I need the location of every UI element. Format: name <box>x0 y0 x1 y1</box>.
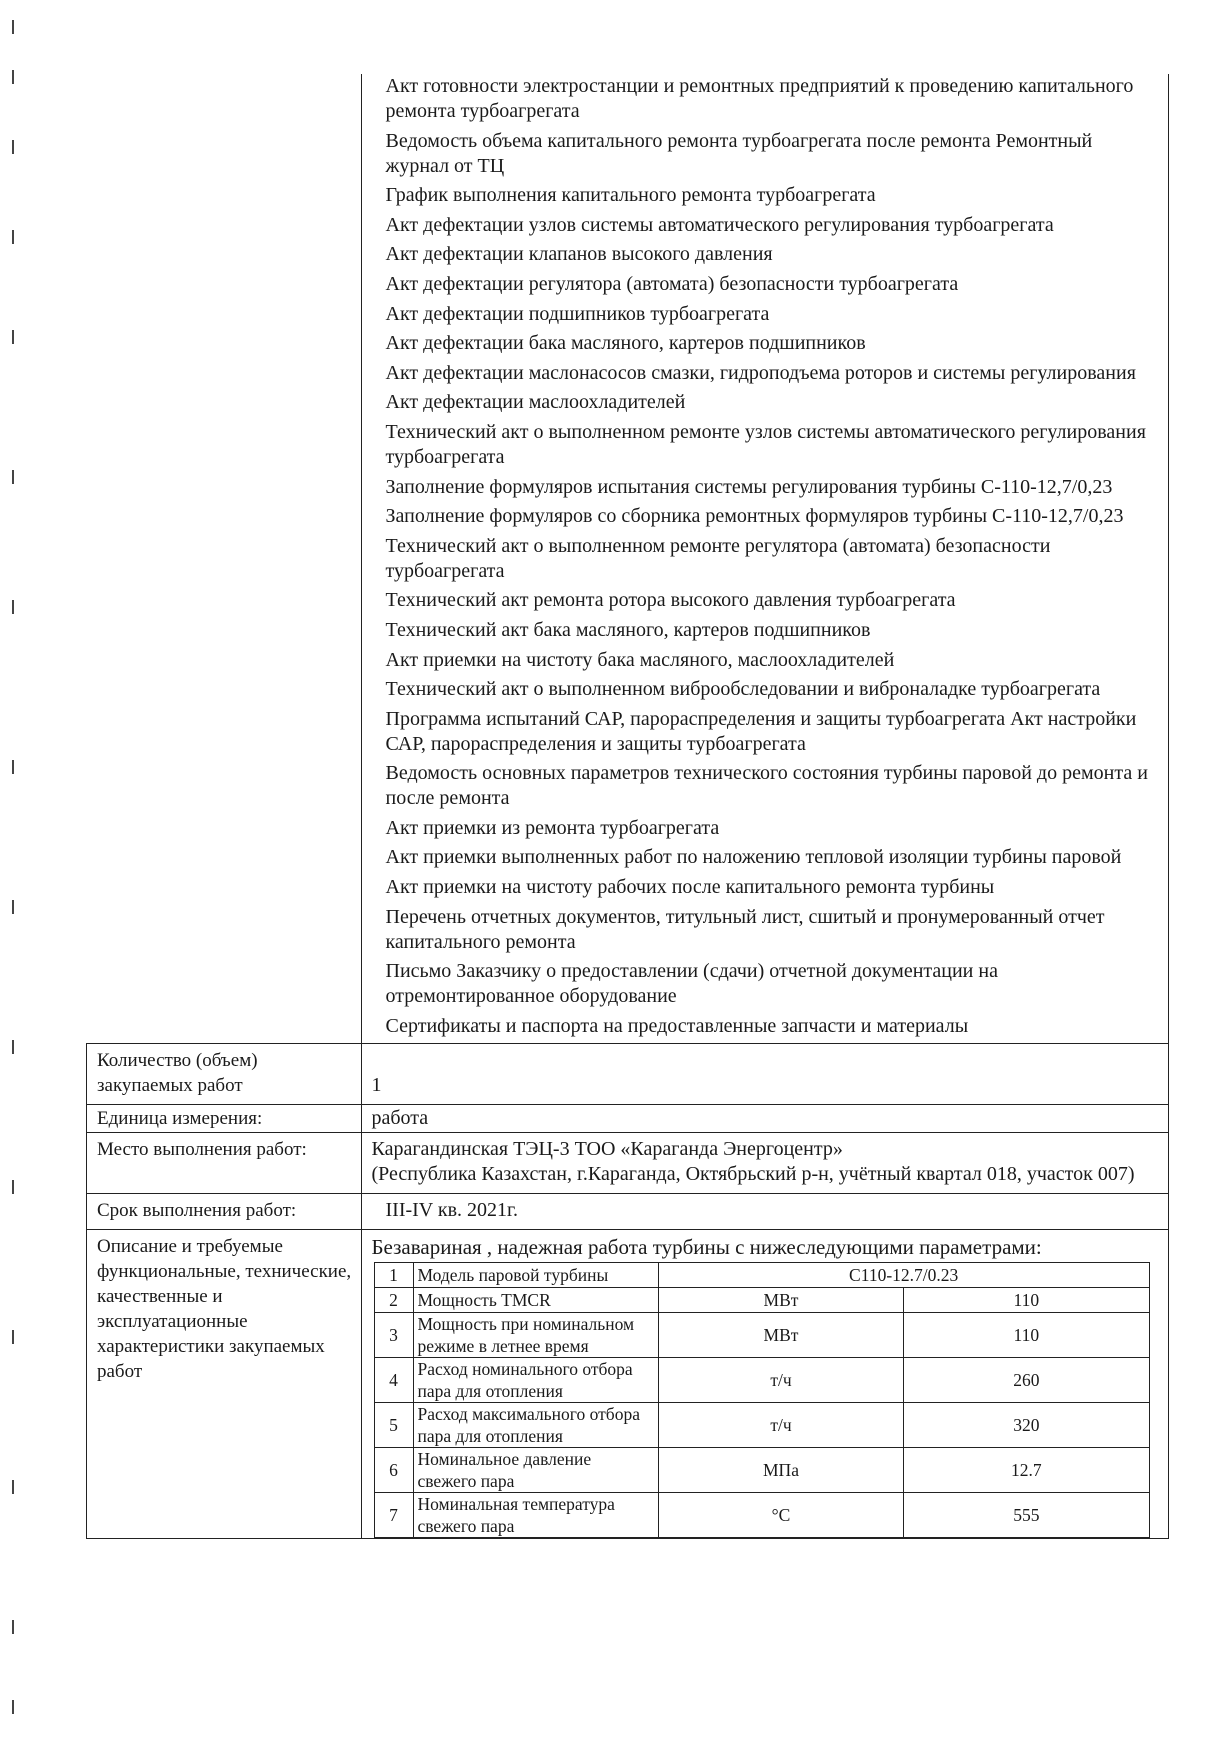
unit-row <box>87 1105 1169 1133</box>
document-item: Акт дефектации маслоохладителей <box>385 391 686 414</box>
param-number: 2 <box>374 1288 413 1313</box>
param-value: 555 <box>904 1493 1149 1538</box>
document-item: Технический акт ремонта ротора высокого давления турбоагрегата <box>385 589 956 612</box>
parameter-row <box>374 1313 1149 1358</box>
document-item: Технический акт бака масляного, картеров подшипников <box>385 618 871 641</box>
parameter-row <box>374 1493 1149 1538</box>
param-number: 7 <box>374 1493 413 1538</box>
document-item: Технический акт о выполненном виброобследовании и виброналадке турбоагрегата <box>385 678 1101 701</box>
document-item: Акт приемки из ремонта турбоагрегата <box>385 816 720 839</box>
quantity-label: Количество (объем) закупаемых работ <box>87 1044 362 1105</box>
param-number: 4 <box>374 1358 413 1403</box>
documents-row <box>87 74 1169 1044</box>
param-unit: МПа <box>658 1448 903 1493</box>
param-name: Номинальное давление свежего пара <box>413 1448 658 1493</box>
parameter-row <box>374 1358 1149 1403</box>
term-row <box>87 1194 1169 1230</box>
param-name: Расход максимального отбора пара для отопления <box>413 1403 658 1448</box>
param-name: Модель паровой турбины <box>413 1263 658 1288</box>
parameter-row <box>374 1403 1149 1448</box>
param-value: 12.7 <box>904 1448 1149 1493</box>
term-value: III-IV кв. 2021г. <box>361 1194 1169 1230</box>
document-item: Сертификаты и паспорта на предоставленные запчасти и материалы <box>385 1014 969 1037</box>
document-item: Акт приемки выполненных работ по наложению тепловой изоляции турбины паровой <box>385 846 1122 869</box>
quantity-value: 1 <box>361 1044 1169 1105</box>
param-name: Номинальная температура свежего пара <box>413 1493 658 1538</box>
param-number: 5 <box>374 1403 413 1448</box>
document-item: Акт приемки на чистоту бака масляного, маслоохладителей <box>385 648 895 671</box>
param-unit: °С <box>658 1493 903 1538</box>
place-value <box>361 1133 1169 1194</box>
document-item: Технический акт о выполненном ремонте узлов системы автоматического регулирования турбоагрегата <box>385 420 1146 468</box>
parameter-row <box>374 1263 1149 1288</box>
param-value: 320 <box>904 1403 1149 1448</box>
unit-label: Единица измерения: <box>87 1105 362 1133</box>
documents-label-cell <box>87 74 362 1044</box>
document-item: Акт готовности электростанции и ремонтных предприятий к проведению капитального ремонта турбоагрегата <box>385 75 1134 122</box>
description-label: Описание и требуемые функциональные, технические, качественные и эксплуатационные характеристики закупаемых работ <box>87 1230 362 1539</box>
param-number: 6 <box>374 1448 413 1493</box>
document-item: Акт дефектации клапанов высокого давления <box>385 243 773 266</box>
description-value <box>361 1230 1169 1539</box>
description-row <box>87 1230 1169 1539</box>
document-item: Акт дефектации узлов системы автоматического регулирования турбоагрегата <box>385 213 1054 236</box>
quantity-row <box>87 1044 1169 1105</box>
parameter-row <box>374 1448 1149 1493</box>
scan-margin-marks <box>12 0 16 1738</box>
param-number: 3 <box>374 1313 413 1358</box>
param-number: 1 <box>374 1263 413 1288</box>
documents-list-cell <box>361 74 1169 1044</box>
param-value: 110 <box>904 1288 1149 1313</box>
place-value-line2: (Республика Казахстан, г.Караганда, Октябрьский р-н, учётный квартал 018, участок 007) <box>371 1163 1135 1186</box>
document-item: Ведомость основных параметров технического состояния турбины паровой до ремонта и после ремонта <box>385 762 1148 810</box>
param-name: Мощность при номинальном режиме в летнее время <box>413 1313 658 1358</box>
document-item: Перечень отчетных документов, титульный лист, сшитый и пронумерованный отчет капитального ремонта <box>385 905 1105 953</box>
param-unit: т/ч <box>658 1403 903 1448</box>
param-name: Мощность TMCR <box>413 1288 658 1313</box>
param-value: 110 <box>904 1313 1149 1358</box>
parameter-row <box>374 1288 1149 1313</box>
unit-value: работа <box>361 1105 1169 1133</box>
document-item: Акт дефектации регулятора (автомата) безопасности турбоагрегата <box>385 272 959 295</box>
reporting-documents-list <box>362 74 1169 1039</box>
term-label: Срок выполнения работ: <box>87 1194 362 1230</box>
document-item: Заполнение формуляров испытания системы регулирования турбины С-110-12,7/0,23 <box>385 475 1113 498</box>
document-item: График выполнения капитального ремонта турбоагрегата <box>385 184 876 207</box>
turbine-parameters-table <box>374 1262 1150 1538</box>
document-item: Технический акт о выполненном ремонте регулятора (автомата) безопасности турбоагрегата <box>385 534 1051 582</box>
document-item: Программа испытаний САР, парораспределения и защиты турбоагрегата Акт настройки САР, парораспределения и защиты турбоагрегата <box>385 707 1137 755</box>
document-item: Акт приемки на чистоту рабочих после капитального ремонта турбины <box>385 876 995 899</box>
document-item: Письмо Заказчику о предоставлении (сдачи) отчетной документации на отремонтированное оборудование <box>385 960 998 1008</box>
description-intro: Безавариная , надежная работа турбины с нижеследующими параметрами: <box>371 1235 1042 1260</box>
document-item: Заполнение формуляров со сборника ремонтных формуляров турбины С-110-12,7/0,23 <box>385 505 1124 528</box>
document-item: Акт дефектации бака масляного, картеров подшипников <box>385 332 866 355</box>
document-item: Акт дефектации подшипников турбоагрегата <box>385 302 770 325</box>
document-item: Ведомость объема капитального ремонта турбоагрегата после ремонта Ремонтный журнал от ТЦ <box>385 129 1093 177</box>
param-unit: МВт <box>658 1313 903 1358</box>
param-unit: т/ч <box>658 1358 903 1403</box>
place-label: Место выполнения работ: <box>87 1133 362 1194</box>
place-row <box>87 1133 1169 1194</box>
specification-table <box>86 74 1169 1539</box>
param-value: С110-12.7/0.23 <box>658 1263 1149 1288</box>
param-unit: МВт <box>658 1288 903 1313</box>
param-value: 260 <box>904 1358 1149 1403</box>
param-name: Расход номинального отбора пара для отопления <box>413 1358 658 1403</box>
document-item: Акт дефектации маслонасосов смазки, гидроподъема роторов и системы регулирования <box>385 361 1136 384</box>
place-value-line1: Карагандинская ТЭЦ-3 ТОО «Караганда Энергоцентр» <box>371 1138 843 1161</box>
